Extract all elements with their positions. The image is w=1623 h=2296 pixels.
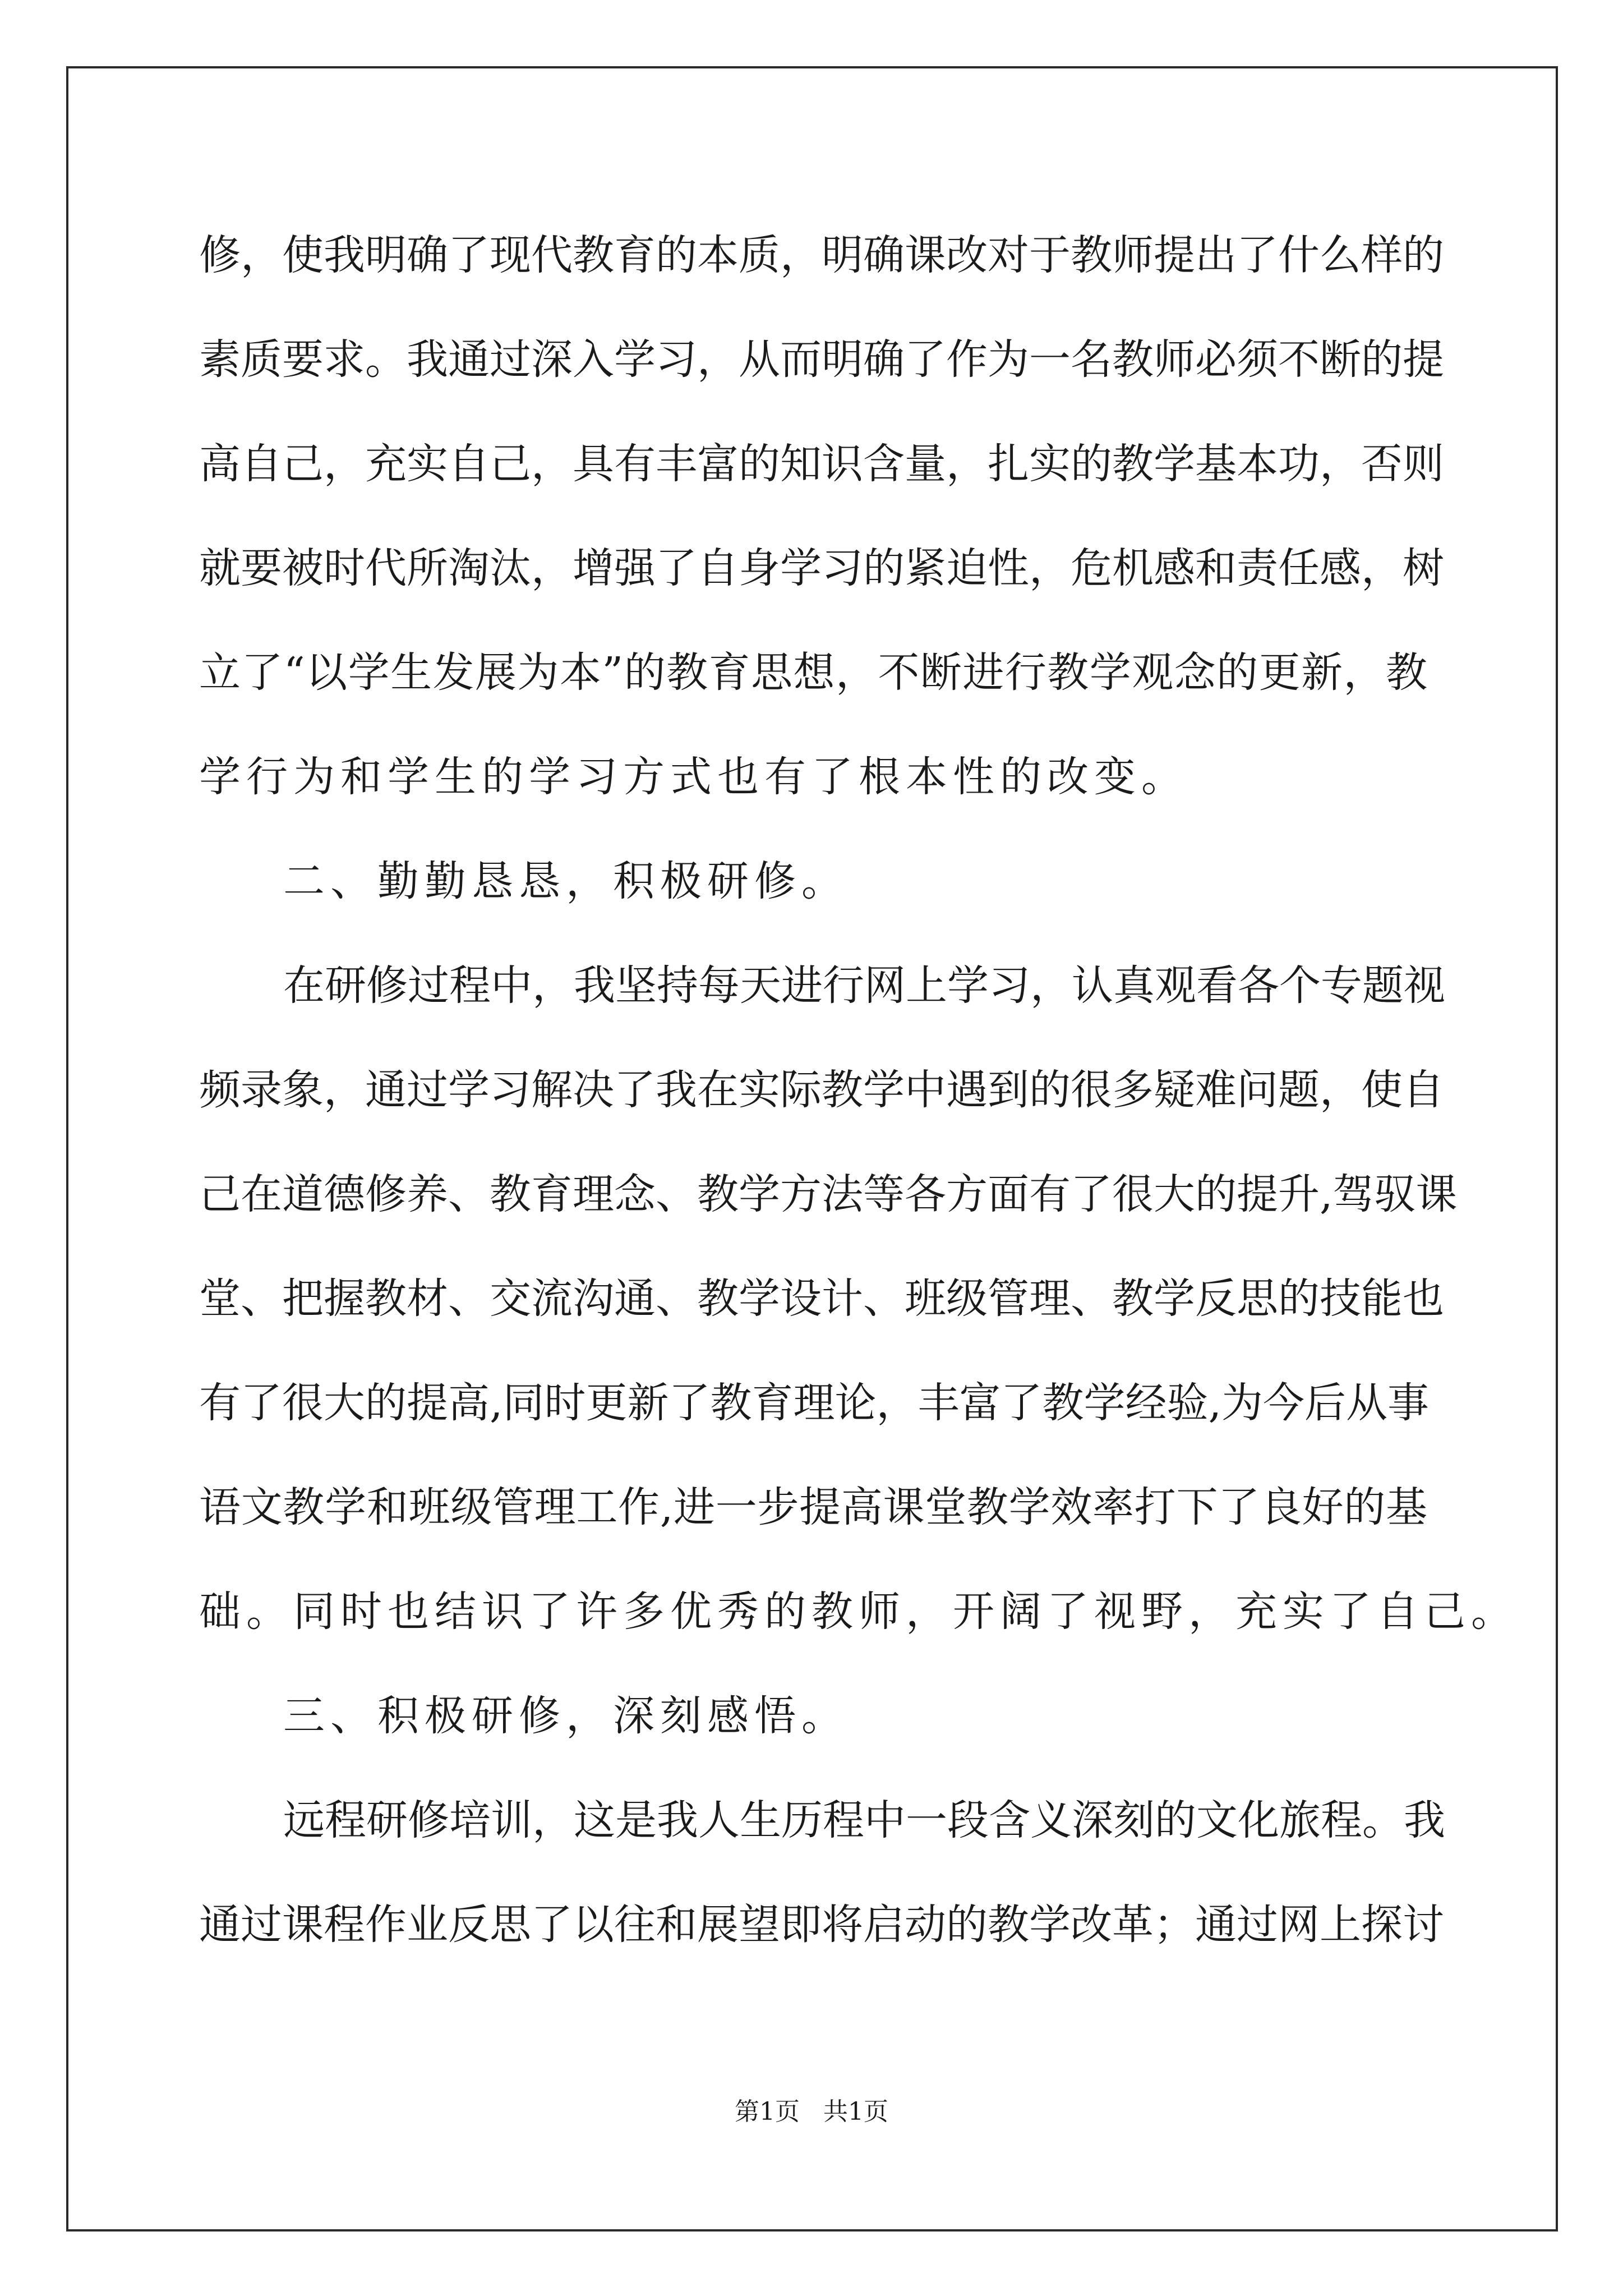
text-line: 高自己，充实自己，具有丰富的知识含量，扎实的教学基本功，否则 xyxy=(199,440,1444,488)
text-line: 素质要求。我通过深入学习，从而明确了作为一名教师必须不断的提 xyxy=(199,335,1444,384)
section-heading: 二、勤勤恳恳，积极研修。 xyxy=(283,857,849,905)
section-heading: 三、积极研修，深刻感悟。 xyxy=(283,1692,849,1740)
text-line: 己在道德修养、教育理念、教学方法等各方面有了很大的提升,驾驭课 xyxy=(199,1170,1458,1218)
text-line: 频录象，通过学习解决了我在实际教学中遇到的很多疑难问题，使自 xyxy=(199,1066,1444,1114)
text-line: 远程研修培训，这是我人生历程中一段含义深刻的文化旅程。我 xyxy=(283,1796,1445,1844)
page-total: 共1页 xyxy=(823,2097,888,2126)
text-line: 修，使我明确了现代教育的本质，明确课改对于教师提出了什么样的 xyxy=(199,231,1444,279)
text-line: 堂、把握教材、交流沟通、教学设计、班级管理、教学反思的技能也 xyxy=(199,1274,1444,1323)
text-line: 在研修过程中，我坚持每天进行网上学习，认真观看各个专题视 xyxy=(283,961,1445,1010)
text-line: 就要被时代所淘汰，增强了自身学习的紧迫性，危机感和责任感，树 xyxy=(199,544,1444,592)
text-line: 通过课程作业反思了以往和展望即将启动的教学改革；通过网上探讨 xyxy=(199,1901,1444,1949)
text-line: 语文教学和班级管理工作,进一步提高课堂教学效率打下了良好的基 xyxy=(199,1483,1427,1531)
text-line: 学行为和学生的学习方式也有了根本性的改变。 xyxy=(199,753,1188,801)
text-line: 有了很大的提高,同时更新了教育理论，丰富了教学经验,为今后从事 xyxy=(199,1379,1430,1427)
text-line: 础。同时也结识了许多优秀的教师，开阔了视野，充实了自己。 xyxy=(199,1588,1518,1636)
page-number: 第1页 xyxy=(735,2097,800,2126)
text-line: 立了“以学生发展为本”的教育思想，不断进行教学观念的更新，教 xyxy=(199,648,1427,697)
page-footer xyxy=(0,2095,1623,2129)
